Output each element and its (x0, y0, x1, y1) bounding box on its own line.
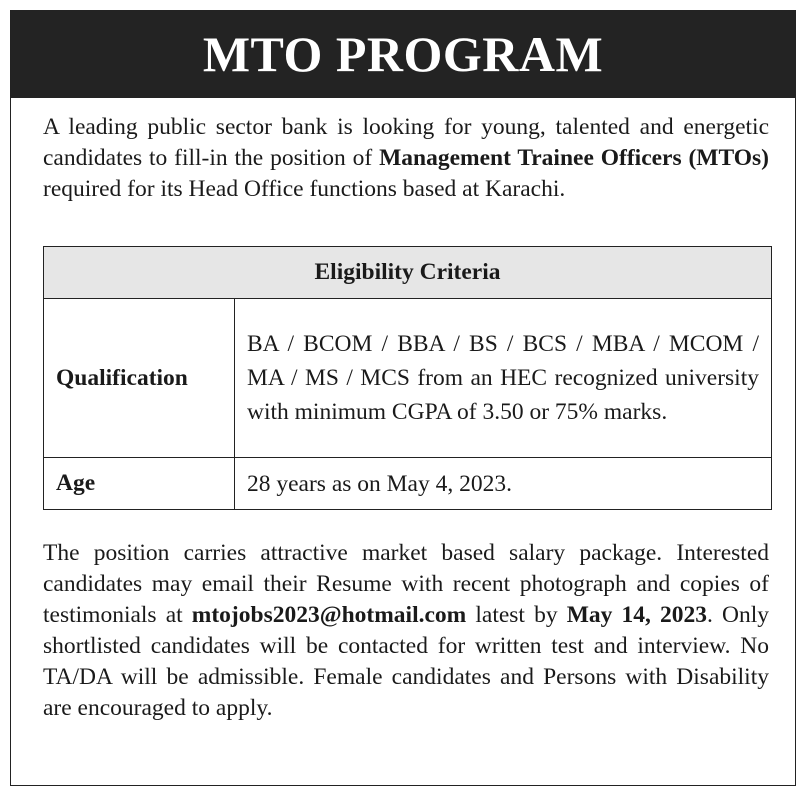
table-row (44, 299, 772, 458)
application-deadline: May 14, 2023 (566, 602, 707, 628)
table-row (44, 458, 772, 510)
closing-text-3: . Only shortlisted candidates will be contacted for written test and interview. No TA/DA will be admissible. Female candidates and Persons with Disability are encouraged to apply. (43, 602, 769, 721)
age-label: Age (44, 458, 235, 510)
contact-email[interactable]: mtojobs2023@hotmail.com (191, 602, 467, 628)
closing-text-1: The position carries attractive market based salary package. Interested candidates may email their Resume with recent photograph and copies of testimonials at (43, 540, 769, 628)
job-advertisement (10, 10, 796, 786)
closing-text-2: latest by (466, 602, 567, 628)
qualification-value: BA / BCOM / BBA / BS / BCS / MBA / MCOM / MA / MS / MCS from an HEC recognized university with minimum CGPA of 3.50 or 75% marks. (235, 299, 772, 458)
intro-text-1: A leading public sector bank is looking for young, talented and energetic candidates to fill-in the position of (43, 114, 769, 171)
table-header-row (44, 247, 772, 299)
qualification-label: Qualification (44, 299, 235, 458)
intro-paragraph (43, 112, 769, 205)
criteria-header: Eligibility Criteria (44, 247, 772, 299)
age-value: 28 years as on May 4, 2023. (235, 458, 772, 510)
intro-text-2: required for its Head Office functions based at Karachi. (43, 176, 566, 202)
position-name: Management Trainee Officers (MTOs) (379, 145, 769, 171)
page-title: MTO PROGRAM (11, 10, 795, 98)
closing-paragraph (43, 538, 769, 724)
eligibility-criteria-table (43, 246, 772, 510)
